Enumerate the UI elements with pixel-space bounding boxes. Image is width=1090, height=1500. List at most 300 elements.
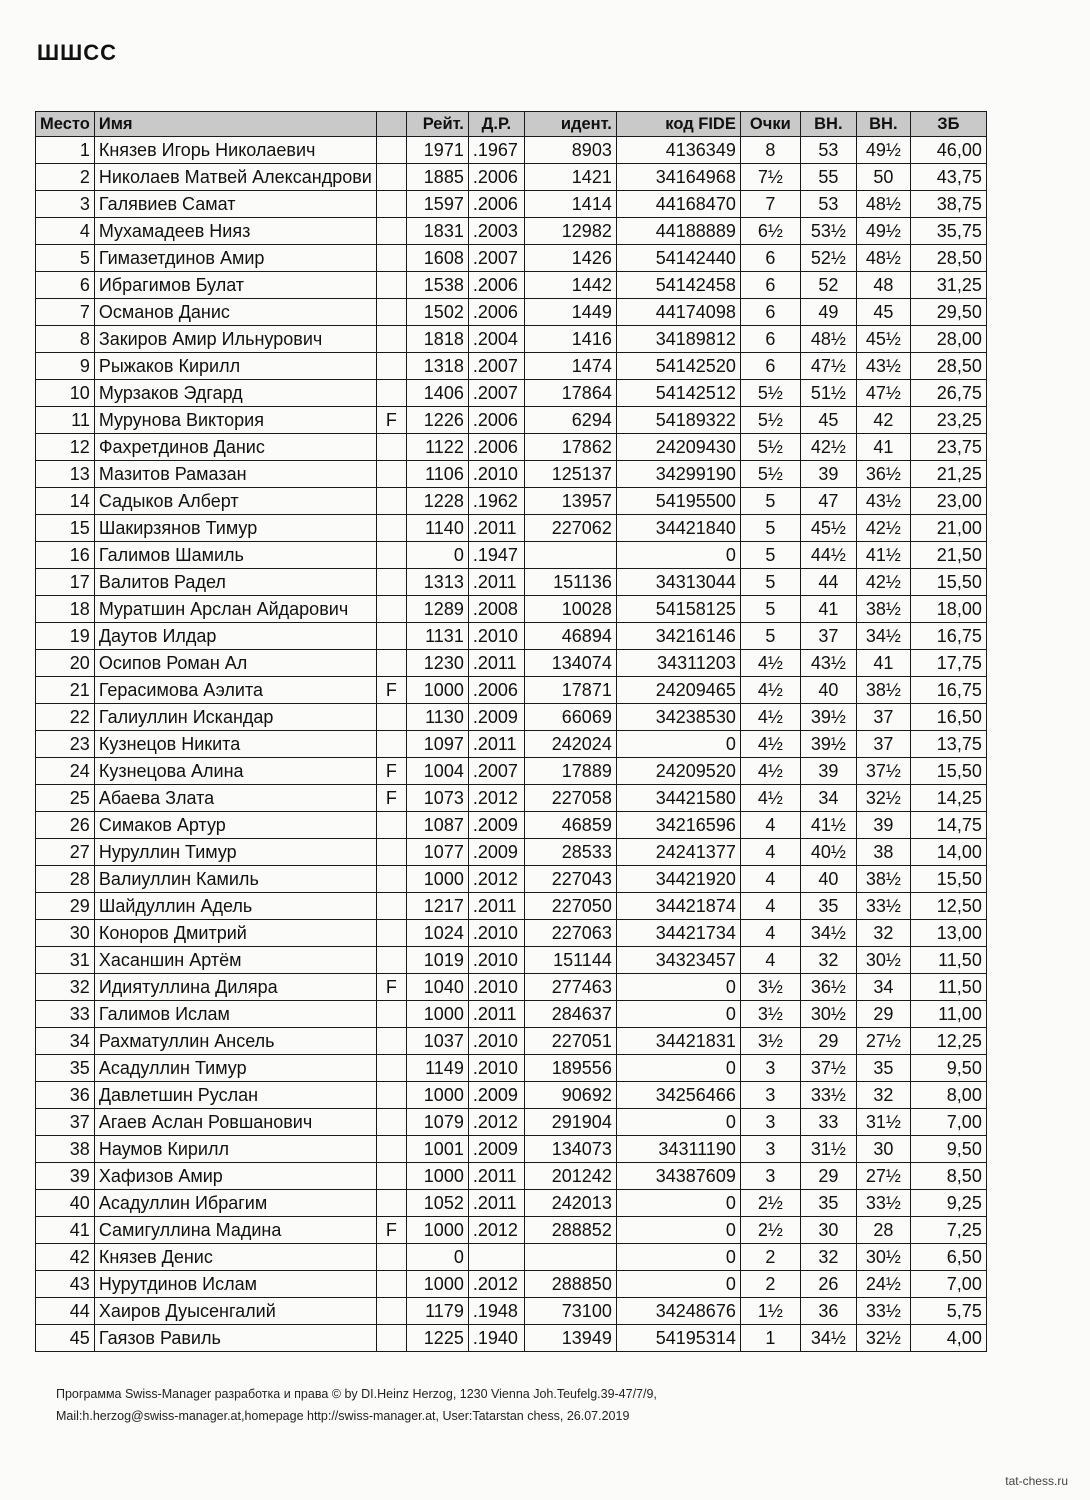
table-row <box>36 461 987 488</box>
tiebreak-1-cell: 37½ <box>800 1055 856 1082</box>
header-tiebreak-1: ВН. <box>800 112 856 137</box>
rating-cell: 1226 <box>406 407 468 434</box>
id-cell: 201242 <box>524 1163 616 1190</box>
points-cell: 5 <box>740 488 800 515</box>
table-row <box>36 1136 987 1163</box>
tiebreak-2-cell: 32 <box>856 920 910 947</box>
id-cell: 227043 <box>524 866 616 893</box>
table-row <box>36 677 987 704</box>
id-cell: 288852 <box>524 1217 616 1244</box>
rating-cell: 1318 <box>406 353 468 380</box>
id-cell: 13957 <box>524 488 616 515</box>
points-cell: 5 <box>740 542 800 569</box>
points-cell: 6 <box>740 353 800 380</box>
tiebreak-3-cell: 16,75 <box>910 623 986 650</box>
id-cell: 28533 <box>524 839 616 866</box>
tiebreak-2-cell: 47½ <box>856 380 910 407</box>
name-cell: Наумов Кирилл <box>94 1136 376 1163</box>
table-row <box>36 326 987 353</box>
tiebreak-1-cell: 47 <box>800 488 856 515</box>
name-cell: Нуруллин Тимур <box>94 839 376 866</box>
place-cell: 45 <box>36 1325 95 1352</box>
fide-code-cell: 34216596 <box>616 812 740 839</box>
rating-cell: 1087 <box>406 812 468 839</box>
tiebreak-3-cell: 15,50 <box>910 866 986 893</box>
points-cell: 6 <box>740 326 800 353</box>
id-cell: 46859 <box>524 812 616 839</box>
birth-year-cell: .2007 <box>468 245 524 272</box>
birth-year-cell: .2010 <box>468 974 524 1001</box>
sex-cell <box>376 1055 406 1082</box>
sex-cell <box>376 1109 406 1136</box>
birth-year-cell: .2006 <box>468 299 524 326</box>
sex-cell <box>376 218 406 245</box>
rating-cell: 1052 <box>406 1190 468 1217</box>
birth-year-cell: .2012 <box>468 866 524 893</box>
points-cell: 4 <box>740 920 800 947</box>
fide-code-cell: 34299190 <box>616 461 740 488</box>
id-cell: 1442 <box>524 272 616 299</box>
place-cell: 26 <box>36 812 95 839</box>
tiebreak-1-cell: 32 <box>800 947 856 974</box>
standings-table <box>35 111 987 1352</box>
tiebreak-3-cell: 17,75 <box>910 650 986 677</box>
rating-cell: 1024 <box>406 920 468 947</box>
tiebreak-1-cell: 35 <box>800 1190 856 1217</box>
id-cell: 1414 <box>524 191 616 218</box>
id-cell <box>524 542 616 569</box>
tiebreak-2-cell: 30 <box>856 1136 910 1163</box>
name-cell: Гимазетдинов Амир <box>94 245 376 272</box>
name-cell: Хаиров Дуысенгалий <box>94 1298 376 1325</box>
table-row <box>36 758 987 785</box>
table-row <box>36 1298 987 1325</box>
id-cell: 227063 <box>524 920 616 947</box>
tiebreak-2-cell: 27½ <box>856 1163 910 1190</box>
tiebreak-3-cell: 23,00 <box>910 488 986 515</box>
tiebreak-2-cell: 45½ <box>856 326 910 353</box>
tiebreak-3-cell: 28,50 <box>910 245 986 272</box>
rating-cell: 1230 <box>406 650 468 677</box>
table-row <box>36 920 987 947</box>
tiebreak-3-cell: 13,75 <box>910 731 986 758</box>
tiebreak-3-cell: 23,25 <box>910 407 986 434</box>
sex-cell <box>376 272 406 299</box>
table-row <box>36 650 987 677</box>
footer-line: Программа Swiss-Manager разработка и права © by DI.Heinz Herzog, 1230 Vienna Joh.Teufelg.39-47/7/9, <box>56 1387 657 1401</box>
table-row <box>36 542 987 569</box>
sex-cell <box>376 1001 406 1028</box>
rating-cell: 1149 <box>406 1055 468 1082</box>
table-row <box>36 839 987 866</box>
place-cell: 37 <box>36 1109 95 1136</box>
tiebreak-3-cell: 14,00 <box>910 839 986 866</box>
rating-cell: 1597 <box>406 191 468 218</box>
table-row <box>36 353 987 380</box>
tiebreak-2-cell: 33½ <box>856 893 910 920</box>
id-cell: 288850 <box>524 1271 616 1298</box>
tiebreak-1-cell: 34 <box>800 785 856 812</box>
birth-year-cell <box>468 1244 524 1271</box>
birth-year-cell: .2009 <box>468 1136 524 1163</box>
sex-cell <box>376 866 406 893</box>
name-cell: Хасаншин Артём <box>94 947 376 974</box>
points-cell: 4 <box>740 812 800 839</box>
birth-year-cell: .2010 <box>468 461 524 488</box>
rating-cell: 1000 <box>406 1001 468 1028</box>
points-cell: 3 <box>740 1136 800 1163</box>
tiebreak-2-cell: 32½ <box>856 1325 910 1352</box>
id-cell: 8903 <box>524 137 616 164</box>
name-cell: Нурутдинов Ислам <box>94 1271 376 1298</box>
fide-code-cell: 34311203 <box>616 650 740 677</box>
place-cell: 30 <box>36 920 95 947</box>
fide-code-cell: 34421920 <box>616 866 740 893</box>
id-cell: 13949 <box>524 1325 616 1352</box>
tiebreak-1-cell: 29 <box>800 1163 856 1190</box>
header-sex <box>376 112 406 137</box>
tiebreak-1-cell: 33 <box>800 1109 856 1136</box>
sex-cell <box>376 893 406 920</box>
points-cell: 4 <box>740 866 800 893</box>
tiebreak-2-cell: 41½ <box>856 542 910 569</box>
place-cell: 21 <box>36 677 95 704</box>
id-cell: 1426 <box>524 245 616 272</box>
tiebreak-2-cell: 38 <box>856 839 910 866</box>
name-cell: Кузнецов Никита <box>94 731 376 758</box>
name-cell: Мухамадеев Нияз <box>94 218 376 245</box>
name-cell: Валиуллин Камиль <box>94 866 376 893</box>
name-cell: Рахматуллин Ансель <box>94 1028 376 1055</box>
tiebreak-3-cell: 21,00 <box>910 515 986 542</box>
sex-cell <box>376 434 406 461</box>
place-cell: 40 <box>36 1190 95 1217</box>
birth-year-cell: .2011 <box>468 1001 524 1028</box>
birth-year-cell: .2011 <box>468 650 524 677</box>
tiebreak-3-cell: 8,50 <box>910 1163 986 1190</box>
table-row <box>36 1163 987 1190</box>
birth-year-cell: .2010 <box>468 623 524 650</box>
rating-cell: 1079 <box>406 1109 468 1136</box>
header-id: идент. <box>524 112 616 137</box>
fide-code-cell: 0 <box>616 974 740 1001</box>
rating-cell: 1228 <box>406 488 468 515</box>
table-row <box>36 893 987 920</box>
tiebreak-2-cell: 45 <box>856 299 910 326</box>
tiebreak-2-cell: 49½ <box>856 137 910 164</box>
name-cell: Хафизов Амир <box>94 1163 376 1190</box>
points-cell: 8 <box>740 137 800 164</box>
fide-code-cell: 44168470 <box>616 191 740 218</box>
tiebreak-3-cell: 4,00 <box>910 1325 986 1352</box>
sex-cell <box>376 1244 406 1271</box>
name-cell: Герасимова Аэлита <box>94 677 376 704</box>
tiebreak-3-cell: 15,50 <box>910 758 986 785</box>
tiebreak-2-cell: 37½ <box>856 758 910 785</box>
id-cell: 66069 <box>524 704 616 731</box>
rating-cell: 1406 <box>406 380 468 407</box>
fide-code-cell: 0 <box>616 1217 740 1244</box>
rating-cell: 0 <box>406 542 468 569</box>
place-cell: 29 <box>36 893 95 920</box>
points-cell: 4 <box>740 947 800 974</box>
place-cell: 31 <box>36 947 95 974</box>
sex-cell <box>376 1325 406 1352</box>
name-cell: Самигуллина Мадина <box>94 1217 376 1244</box>
header-birth-year: Д.Р. <box>468 112 524 137</box>
birth-year-cell: .2011 <box>468 515 524 542</box>
name-cell: Ибрагимов Булат <box>94 272 376 299</box>
table-row <box>36 947 987 974</box>
birth-year-cell: .2011 <box>468 893 524 920</box>
birth-year-cell: .2006 <box>468 407 524 434</box>
fide-code-cell: 54142520 <box>616 353 740 380</box>
tiebreak-2-cell: 43½ <box>856 353 910 380</box>
birth-year-cell: .2009 <box>468 704 524 731</box>
fide-code-cell: 24209465 <box>616 677 740 704</box>
tiebreak-1-cell: 30½ <box>800 1001 856 1028</box>
sex-cell <box>376 839 406 866</box>
table-row <box>36 380 987 407</box>
tiebreak-3-cell: 43,75 <box>910 164 986 191</box>
fide-code-cell: 34164968 <box>616 164 740 191</box>
points-cell: 3½ <box>740 1028 800 1055</box>
header-rating: Рейт. <box>406 112 468 137</box>
sex-cell <box>376 1190 406 1217</box>
tiebreak-1-cell: 53 <box>800 191 856 218</box>
points-cell: 4½ <box>740 650 800 677</box>
watermark: tat-chess.ru <box>1005 1474 1068 1488</box>
table-row <box>36 785 987 812</box>
fide-code-cell: 54142458 <box>616 272 740 299</box>
points-cell: 4 <box>740 893 800 920</box>
table-row <box>36 299 987 326</box>
tiebreak-2-cell: 43½ <box>856 488 910 515</box>
fide-code-cell: 54158125 <box>616 596 740 623</box>
tiebreak-2-cell: 38½ <box>856 866 910 893</box>
tiebreak-2-cell: 50 <box>856 164 910 191</box>
sex-cell <box>376 569 406 596</box>
tiebreak-3-cell: 7,25 <box>910 1217 986 1244</box>
sex-cell: F <box>376 1217 406 1244</box>
tiebreak-3-cell: 7,00 <box>910 1271 986 1298</box>
place-cell: 4 <box>36 218 95 245</box>
fide-code-cell: 54189322 <box>616 407 740 434</box>
place-cell: 33 <box>36 1001 95 1028</box>
fide-code-cell: 34323457 <box>616 947 740 974</box>
fide-code-cell: 34421580 <box>616 785 740 812</box>
table-row <box>36 1217 987 1244</box>
place-cell: 3 <box>36 191 95 218</box>
tiebreak-2-cell: 35 <box>856 1055 910 1082</box>
birth-year-cell: .2007 <box>468 353 524 380</box>
tiebreak-3-cell: 21,50 <box>910 542 986 569</box>
tiebreak-1-cell: 30 <box>800 1217 856 1244</box>
name-cell: Николаев Матвей Александрови <box>94 164 376 191</box>
table-row <box>36 1244 987 1271</box>
table-row <box>36 1082 987 1109</box>
tiebreak-1-cell: 49 <box>800 299 856 326</box>
sex-cell <box>376 704 406 731</box>
name-cell: Османов Данис <box>94 299 376 326</box>
points-cell: 5 <box>740 515 800 542</box>
points-cell: 6 <box>740 299 800 326</box>
points-cell: 7½ <box>740 164 800 191</box>
place-cell: 39 <box>36 1163 95 1190</box>
fide-code-cell: 34256466 <box>616 1082 740 1109</box>
sex-cell <box>376 461 406 488</box>
name-cell: Галявиев Самат <box>94 191 376 218</box>
tiebreak-2-cell: 38½ <box>856 677 910 704</box>
table-row <box>36 1028 987 1055</box>
id-cell: 1416 <box>524 326 616 353</box>
points-cell: 5 <box>740 623 800 650</box>
id-cell: 125137 <box>524 461 616 488</box>
table-row <box>36 191 987 218</box>
tiebreak-3-cell: 46,00 <box>910 137 986 164</box>
place-cell: 42 <box>36 1244 95 1271</box>
name-cell: Закиров Амир Ильнурович <box>94 326 376 353</box>
tiebreak-3-cell: 11,50 <box>910 974 986 1001</box>
name-cell: Рыжаков Кирилл <box>94 353 376 380</box>
points-cell: 1½ <box>740 1298 800 1325</box>
tiebreak-1-cell: 39 <box>800 461 856 488</box>
points-cell: 4½ <box>740 677 800 704</box>
place-cell: 34 <box>36 1028 95 1055</box>
table-row <box>36 1055 987 1082</box>
points-cell: 3 <box>740 1082 800 1109</box>
tiebreak-2-cell: 42 <box>856 407 910 434</box>
name-cell: Давлетшин Руслан <box>94 1082 376 1109</box>
id-cell: 134073 <box>524 1136 616 1163</box>
points-cell: 3½ <box>740 974 800 1001</box>
points-cell: 5 <box>740 596 800 623</box>
rating-cell: 1106 <box>406 461 468 488</box>
sex-cell <box>376 299 406 326</box>
birth-year-cell: .2006 <box>468 191 524 218</box>
points-cell: 5½ <box>740 407 800 434</box>
footer-credits <box>56 1383 1036 1427</box>
place-cell: 44 <box>36 1298 95 1325</box>
fide-code-cell: 54195314 <box>616 1325 740 1352</box>
id-cell: 242013 <box>524 1190 616 1217</box>
place-cell: 17 <box>36 569 95 596</box>
id-cell: 291904 <box>524 1109 616 1136</box>
sex-cell <box>376 245 406 272</box>
rating-cell: 1037 <box>406 1028 468 1055</box>
tiebreak-3-cell: 28,50 <box>910 353 986 380</box>
rating-cell: 1000 <box>406 866 468 893</box>
sex-cell: F <box>376 785 406 812</box>
tiebreak-1-cell: 41½ <box>800 812 856 839</box>
place-cell: 36 <box>36 1082 95 1109</box>
tiebreak-1-cell: 51½ <box>800 380 856 407</box>
header-place: Место <box>36 112 95 137</box>
rating-cell: 1000 <box>406 1217 468 1244</box>
tiebreak-3-cell: 16,75 <box>910 677 986 704</box>
tiebreak-1-cell: 42½ <box>800 434 856 461</box>
tiebreak-1-cell: 40½ <box>800 839 856 866</box>
tiebreak-2-cell: 28 <box>856 1217 910 1244</box>
id-cell: 227050 <box>524 893 616 920</box>
points-cell: 4½ <box>740 758 800 785</box>
rating-cell: 1019 <box>406 947 468 974</box>
birth-year-cell: .2006 <box>468 434 524 461</box>
id-cell: 189556 <box>524 1055 616 1082</box>
id-cell: 17862 <box>524 434 616 461</box>
tiebreak-3-cell: 18,00 <box>910 596 986 623</box>
fide-code-cell: 34311190 <box>616 1136 740 1163</box>
header-tiebreak-3: ЗБ <box>910 112 986 137</box>
birth-year-cell: .2010 <box>468 1028 524 1055</box>
table-row <box>36 164 987 191</box>
name-cell: Муратшин Арслан Айдарович <box>94 596 376 623</box>
tiebreak-3-cell: 9,25 <box>910 1190 986 1217</box>
points-cell: 3½ <box>740 1001 800 1028</box>
tiebreak-2-cell: 37 <box>856 704 910 731</box>
tiebreak-3-cell: 12,50 <box>910 893 986 920</box>
points-cell: 3 <box>740 1109 800 1136</box>
sex-cell <box>376 1163 406 1190</box>
tiebreak-2-cell: 34 <box>856 974 910 1001</box>
place-cell: 11 <box>36 407 95 434</box>
fide-code-cell: 0 <box>616 731 740 758</box>
tiebreak-1-cell: 32 <box>800 1244 856 1271</box>
place-cell: 13 <box>36 461 95 488</box>
tiebreak-3-cell: 11,00 <box>910 1001 986 1028</box>
name-cell: Асадуллин Ибрагим <box>94 1190 376 1217</box>
sex-cell <box>376 1028 406 1055</box>
id-cell: 17864 <box>524 380 616 407</box>
tiebreak-3-cell: 11,50 <box>910 947 986 974</box>
tiebreak-1-cell: 55 <box>800 164 856 191</box>
name-cell: Мазитов Рамазан <box>94 461 376 488</box>
tiebreak-1-cell: 33½ <box>800 1082 856 1109</box>
tiebreak-2-cell: 37 <box>856 731 910 758</box>
points-cell: 5 <box>740 569 800 596</box>
table-row <box>36 434 987 461</box>
table-row <box>36 1190 987 1217</box>
tiebreak-1-cell: 39 <box>800 758 856 785</box>
birth-year-cell: .2012 <box>468 1271 524 1298</box>
fide-code-cell: 0 <box>616 1109 740 1136</box>
rating-cell: 1130 <box>406 704 468 731</box>
name-cell: Идиятуллина Диляра <box>94 974 376 1001</box>
place-cell: 19 <box>36 623 95 650</box>
place-cell: 27 <box>36 839 95 866</box>
fide-code-cell: 34387609 <box>616 1163 740 1190</box>
name-cell: Абаева Злата <box>94 785 376 812</box>
birth-year-cell: .2012 <box>468 1217 524 1244</box>
tiebreak-1-cell: 36½ <box>800 974 856 1001</box>
tiebreak-1-cell: 34½ <box>800 920 856 947</box>
tiebreak-3-cell: 14,75 <box>910 812 986 839</box>
table-row <box>36 569 987 596</box>
fide-code-cell: 34421734 <box>616 920 740 947</box>
rating-cell: 1818 <box>406 326 468 353</box>
sex-cell: F <box>376 758 406 785</box>
tiebreak-3-cell: 9,50 <box>910 1055 986 1082</box>
sex-cell <box>376 191 406 218</box>
fide-code-cell: 4136349 <box>616 137 740 164</box>
rating-cell: 1040 <box>406 974 468 1001</box>
header-row <box>36 112 987 137</box>
fide-code-cell: 34421874 <box>616 893 740 920</box>
place-cell: 2 <box>36 164 95 191</box>
tiebreak-1-cell: 52 <box>800 272 856 299</box>
tiebreak-2-cell: 31½ <box>856 1109 910 1136</box>
header-name: Имя <box>94 112 376 137</box>
